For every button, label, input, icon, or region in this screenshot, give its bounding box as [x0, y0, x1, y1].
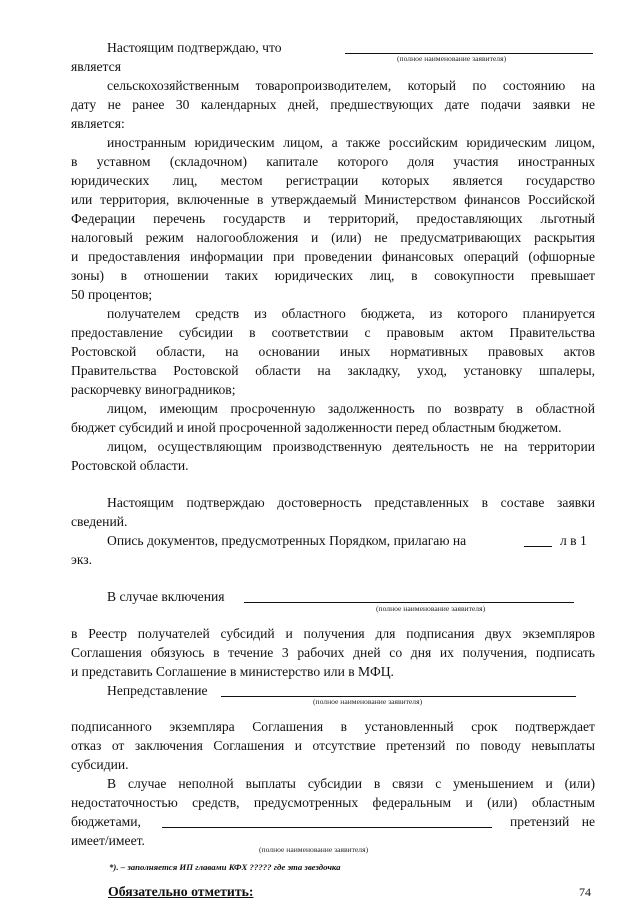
foreign-line-4: или территория, включенные в утверждаемый Министерством финансов Российской [71, 192, 595, 207]
territory-line-1: лицом, осуществляющим производственную деятельность не на территории [107, 439, 595, 454]
foreign-line-2: в уставном (складочном) капитале которого доля участия иностранных [71, 154, 595, 169]
recipient-line-5: раскорчевку виноградников; [71, 382, 236, 397]
page-number: 74 [579, 885, 591, 899]
applicant-hint-1: (полное наименование заявителя) [397, 54, 507, 63]
budgets-label: бюджетами, [71, 814, 141, 829]
inventory-copies: экз. [71, 552, 93, 567]
recipient-line-1: получателем средств из областного бюджета, из которого планируется [107, 306, 595, 321]
inclusion-label: В случае включения [107, 589, 225, 604]
confirm-label-row [107, 38, 327, 57]
foreign-line-6: налоговый режим налогообложения и (или) не предусматривающих раскрытия [71, 230, 595, 245]
inventory-sheets: л в 1 [560, 533, 587, 548]
partial-tail: имеет/имеет. [71, 833, 145, 848]
block1-line-3: является: [71, 116, 125, 131]
debt-line-2: бюджет субсидий и иной просроченной задолженности перед областным бюджетом. [71, 420, 562, 435]
foreign-line-8: зоны) в отношении таких юридических лиц, в совокупности превышает [71, 268, 595, 283]
applicant-name-line-4 [162, 827, 492, 828]
foreign-line-1: иностранным юридическим лицом, а также российским юридическим лицом, [107, 135, 595, 150]
territory-line-2: Ростовской области. [71, 458, 189, 473]
is-label: является [71, 59, 121, 74]
nonsubmission-label: Непредставление [107, 683, 208, 698]
debt-line-1: лицом, имеющим просроченную задолженность по возврату в областной [107, 401, 595, 416]
nonsubmission-line-2: отказ от заключения Соглашения и отсутствие претензий по поводу невыплаты [71, 738, 595, 753]
recipient-line-4: Правительства Ростовской области на закладку, уход, установку шпалеры, [71, 363, 595, 378]
reliability-line-1: Настоящим подтверждаю достоверность представленных в составе заявки [107, 495, 595, 510]
applicant-hint-4: (полное наименование заявителя) [259, 845, 369, 854]
applicant-hint-2: (полное наименование заявителя) [376, 604, 486, 613]
foreign-line-3: юридических лиц, местом регистрации которых является государство [71, 173, 595, 188]
applicant-name-line-2 [244, 602, 574, 603]
inclusion-line-1: в Реестр получателей субсидий и получения для подписания двух экземпляров [71, 626, 595, 641]
block1-line-1: сельскохозяйственным товаропроизводителем, который по состоянию на [107, 78, 595, 93]
recipient-line-3: Ростовской области, на основании иных нормативных правовых актов [71, 344, 595, 359]
inventory-text: Опись документов, предусмотренных Порядком, прилагаю на [107, 533, 467, 548]
partial-line-2: недостаточностью средств, предусмотренных федеральным и (или) областным [71, 795, 595, 810]
inclusion-line-2: Соглашения обязуюсь в течение 3 рабочих дней со дня их получения, подписать [71, 645, 595, 660]
block1-line-2: дату не ранее 30 календарных дней, предшествующих дате подачи заявки не [71, 97, 595, 112]
confirm-label: Настоящим подтверждаю, что [107, 40, 282, 55]
partial-line-1: В случае неполной выплаты субсидии в связи с уменьшением и (или) [107, 776, 595, 791]
foreign-line-5: Федерации перечень государств и территорий, предоставляющих льготный [71, 211, 595, 226]
footnote: *). – заполняется ИП главами КФХ ????? где эта звездочка [109, 862, 341, 872]
foreign-line-9: 50 процентов; [71, 287, 153, 302]
claims-label: претензий не [510, 814, 595, 829]
applicant-hint-3: (полное наименование заявителя) [313, 697, 423, 706]
nonsubmission-line-3: субсидии. [71, 757, 129, 772]
foreign-line-7: и предоставления информации при проведении финансовых операций (офшорные [71, 249, 595, 264]
recipient-line-2: предоставление субсидии в соответствии с правовым актом Правительства [71, 325, 595, 340]
nonsubmission-line-1: подписанного экземпляра Соглашения в установленный срок подтверждает [71, 719, 595, 734]
must-note-heading: Обязательно отметить: [108, 884, 254, 899]
inclusion-line-3: и представить Соглашение в министерство или в МФЦ. [71, 664, 394, 679]
sheets-count-line [524, 546, 552, 547]
reliability-line-2: сведений. [71, 514, 128, 529]
